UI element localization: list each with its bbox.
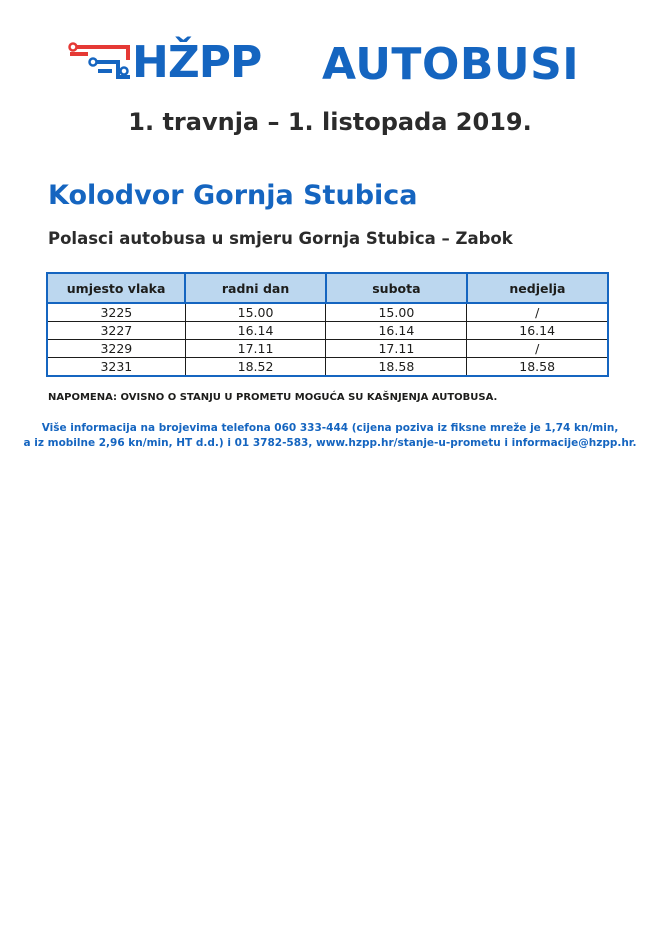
hzpp-logo — [68, 38, 268, 88]
train-number-cell: 3229 — [47, 340, 185, 358]
saturday-time-cell: 16.14 — [326, 322, 467, 340]
direction-subtitle: Polasci autobusa u smjeru Gornja Stubica – Zabok — [48, 229, 513, 248]
sunday-time-cell: / — [467, 340, 608, 358]
weekday-time-cell: 15.00 — [185, 303, 326, 322]
contact-info-line-2: a iz mobilne 2,96 kn/min, HT d.d.) i 01 3782-583, www.hzpp.hr/stanje-u-prometu i informacije@hzpp.hr. — [23, 437, 637, 449]
contact-info-line-1: Više informacija na brojevima telefona 060 333-444 (cijena poziva iz fiksne mreže je 1,74 kn/min, — [41, 422, 619, 434]
delay-notice: NAPOMENA: OVISNO O STANJU U PROMETU MOGUĆA SU KAŠNJENJA AUTOBUSA. — [48, 392, 498, 403]
rail-lines-icon — [68, 40, 134, 84]
contact-info — [0, 421, 660, 451]
train-number-cell: 3231 — [47, 358, 185, 377]
train-number-cell: 3227 — [47, 322, 185, 340]
saturday-time-cell: 18.58 — [326, 358, 467, 377]
bus-timetable — [46, 272, 609, 377]
weekday-time-cell: 18.52 — [185, 358, 326, 377]
station-name: Kolodvor Gornja Stubica — [48, 180, 418, 211]
saturday-time-cell: 15.00 — [326, 303, 467, 322]
weekday-time-cell: 16.14 — [185, 322, 326, 340]
column-header-train: umjesto vlaka — [47, 273, 185, 303]
logo-wordmark: HŽPP — [132, 37, 262, 88]
table-header-row — [47, 273, 608, 303]
table-row — [47, 358, 608, 377]
table-row — [47, 340, 608, 358]
table-row — [47, 303, 608, 322]
sunday-time-cell: / — [467, 303, 608, 322]
validity-date-range: 1. travnja – 1. listopada 2019. — [128, 108, 532, 136]
document-title: AUTOBUSI — [322, 39, 580, 90]
table-row — [47, 322, 608, 340]
sunday-time-cell: 18.58 — [467, 358, 608, 377]
column-header-sunday: nedjelja — [467, 273, 608, 303]
weekday-time-cell: 17.11 — [185, 340, 326, 358]
train-number-cell: 3225 — [47, 303, 185, 322]
sunday-time-cell: 16.14 — [467, 322, 608, 340]
column-header-saturday: subota — [326, 273, 467, 303]
page-header — [0, 0, 660, 100]
saturday-time-cell: 17.11 — [326, 340, 467, 358]
column-header-weekday: radni dan — [185, 273, 326, 303]
